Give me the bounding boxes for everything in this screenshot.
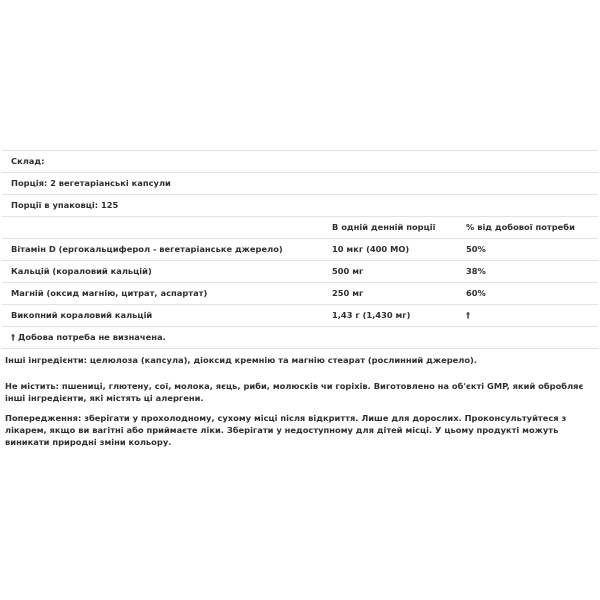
- table-row: [2, 283, 598, 305]
- servings-per-container-row: [2, 195, 598, 217]
- nutrient-daily-value: 50%: [466, 244, 486, 254]
- table-row: [2, 239, 598, 261]
- nutrient-daily-value: †: [466, 310, 471, 320]
- nutrient-name: Викопний кораловий кальцій: [11, 310, 153, 320]
- nutrient-amount: 500 мг: [332, 266, 364, 276]
- nutrient-daily-value: 38%: [466, 266, 486, 276]
- serving-size: Порція: 2 вегетаріанські капсули: [11, 178, 171, 188]
- nutrient-amount: 10 мкг (400 МО): [332, 244, 410, 254]
- daily-value-header: % від добової потреби: [466, 222, 575, 232]
- allergen-statement-text: Не містить: пшениці, глютену, сої, молока, яєць, риби, молюсків чи горіхів. Виготовлено на об'єкті GMP, який обробляє інші інгредієнти, які містять ці алергени.: [5, 381, 584, 403]
- table-row: [2, 305, 598, 327]
- serving-size-row: [2, 173, 598, 195]
- nutrient-amount: 1,43 г (1,430 мг): [332, 310, 411, 320]
- table-header-row: [2, 217, 598, 239]
- footnote-row: [2, 327, 598, 349]
- daily-value-footnote: † Добова потреба не визначена.: [11, 332, 166, 342]
- warning-text: Попередження: зберігати у прохолодному, сухому місці після відкриття. Лише для дорослих. Проконсультуйтеся з лікарем, якщо ви вагітні або приймаєте ліки. Зберігати у недоступному для дітей місці. У цьому продукті можуть виникати природні зміни кольору.: [5, 413, 567, 447]
- supplement-facts-table: [2, 150, 598, 349]
- nutrient-daily-value: 60%: [466, 288, 486, 298]
- other-ingredients-text: Інші інгредієнти: целюлоза (капсула), діоксид кремнію та магнію стеарат (рослинний джерело).: [5, 355, 477, 365]
- table-row: [2, 261, 598, 283]
- nutrient-name: Кальцій (кораловий кальцій): [11, 266, 152, 276]
- nutrient-amount: 250 мг: [332, 288, 364, 298]
- nutrient-name: Вітамін D (ергокальциферол - вегетаріанське джерело): [11, 244, 283, 254]
- nutrient-name: Магній (оксид магнію, цитрат, аспартат): [11, 288, 208, 298]
- per-serving-header: В одній денній порції: [332, 222, 436, 232]
- composition-row: [2, 151, 598, 173]
- composition-label: Склад:: [11, 156, 45, 166]
- servings-per-container: Порції в упаковці: 125: [11, 200, 119, 210]
